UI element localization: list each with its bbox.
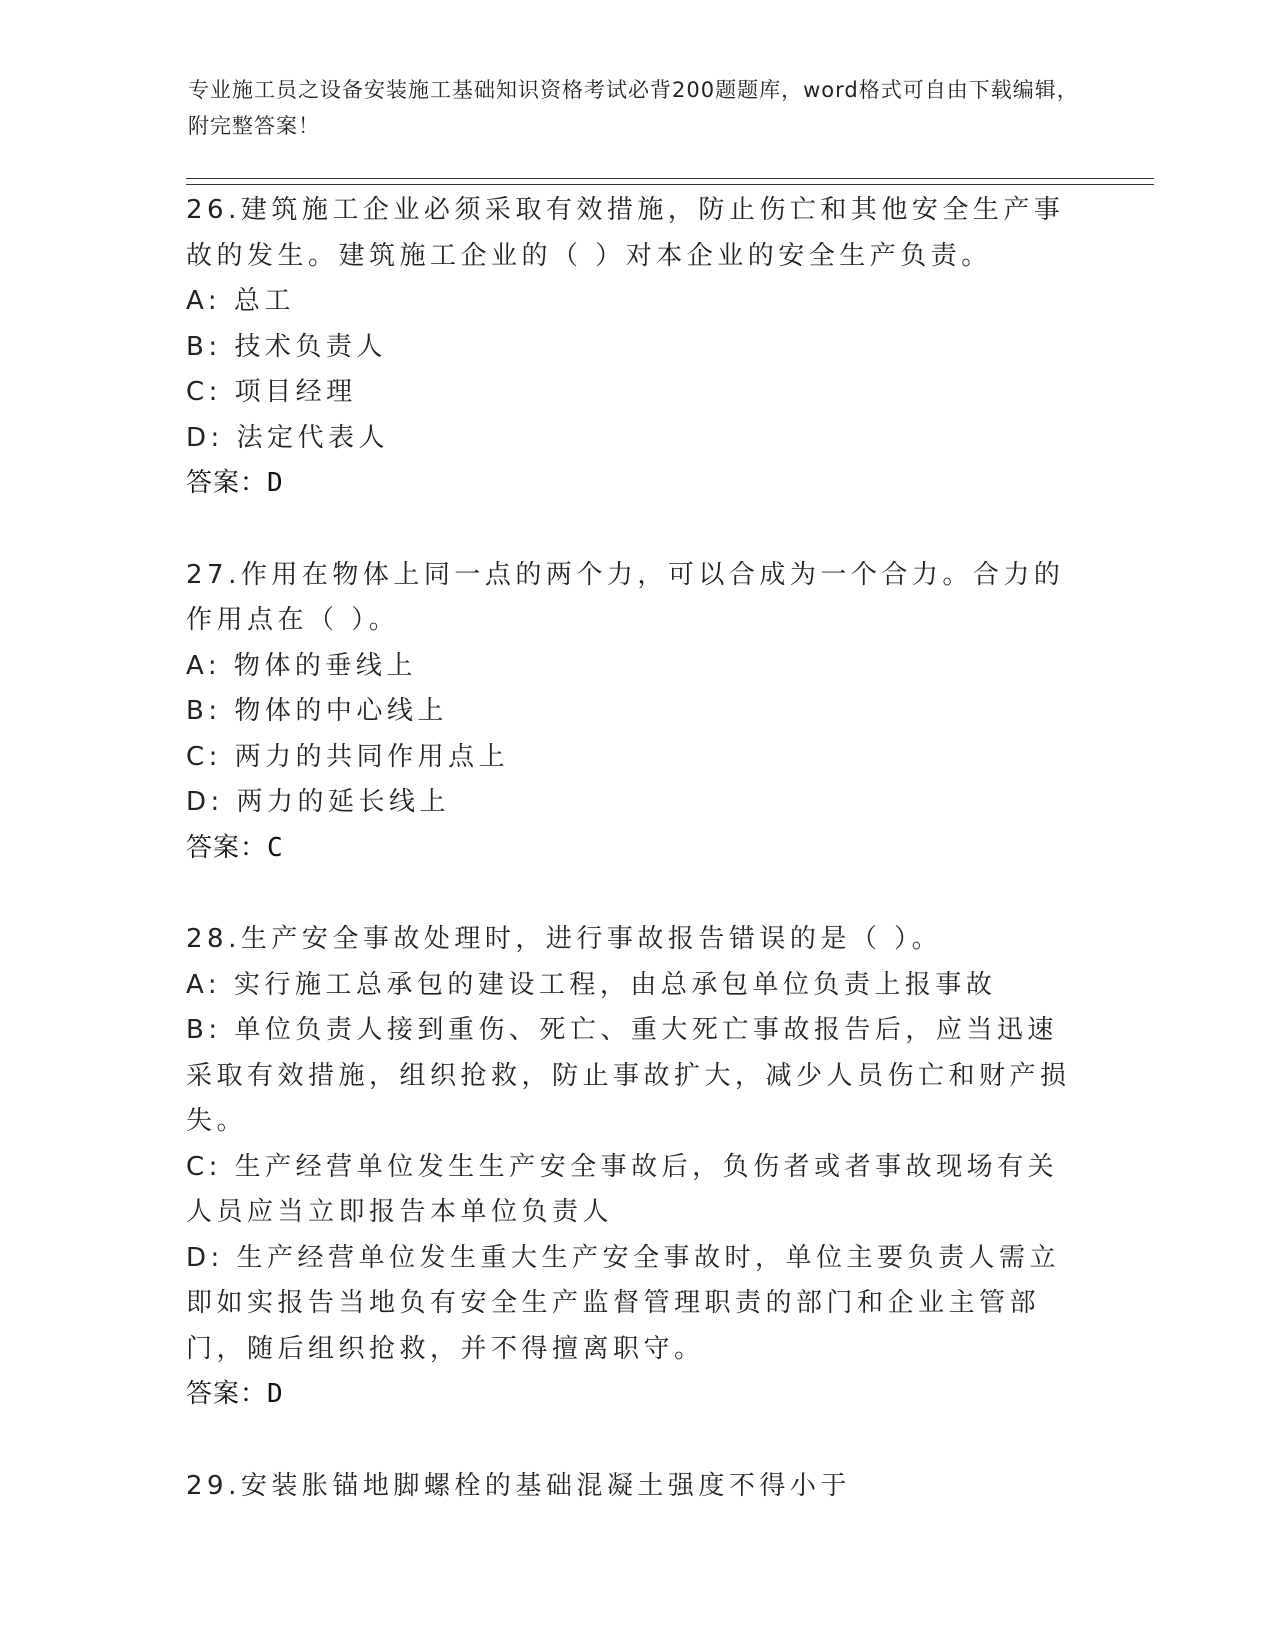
question-stem: 26.建筑施工企业必须采取有效措施，防止伤亡和其他安全生产事故的发生。建筑施工企业的（ ）对本企业的安全生产负责。	[186, 195, 1065, 271]
answer-line	[186, 1372, 1086, 1418]
question-29	[186, 1464, 1086, 1510]
question-27	[186, 553, 1086, 872]
question-26	[186, 188, 1086, 507]
answer-label: 答案：	[186, 468, 268, 498]
answer-value: D	[267, 1379, 284, 1409]
header-divider-top	[186, 178, 1154, 179]
option-b: B: 物体的中心线上	[186, 696, 448, 726]
question-stem: 27.作用在物体上同一点的两个力，可以合成为一个合力。合力的作用点在（ ）。	[186, 559, 1065, 635]
option-a: A: 总工	[186, 286, 295, 316]
answer-label: 答案：	[186, 1379, 268, 1409]
option-b: B: 单位负责人接到重伤、死亡、重大死亡事故报告后，应当迅速采取有效措施，组织抢救，防止事故扩大，减少人员伤亡和财产损失。	[186, 1015, 1071, 1136]
question-stem: 29.安装胀锚地脚螺栓的基础混凝土强度不得小于	[186, 1470, 851, 1501]
answer-value: C	[267, 832, 284, 863]
question-list	[186, 188, 1086, 1509]
option-a: A: 物体的垂线上	[186, 650, 417, 681]
answer-label: 答案：	[186, 832, 268, 863]
option-d: D: 生产经营单位发生重大生产安全事故时，单位主要负责人需立即如实报告当地负有安全生产监督管理职责的部门和企业主管部门，随后组织抢救，并不得擅离职守。	[186, 1242, 1061, 1364]
answer-line	[186, 826, 1086, 872]
option-c: C: 两力的共同作用点上	[186, 741, 510, 772]
document-header: 专业施工员之设备安装施工基础知识资格考试必背200题题库，word格式可自由下载编辑，附完整答案！	[188, 78, 1079, 138]
option-c: C: 生产经营单位发生生产安全事故后，负伤者或者事故现场有关人员应当立即报告本单位负责人	[186, 1151, 1059, 1227]
option-d: D: 两力的延长线上	[186, 787, 451, 817]
option-c: C: 项目经理	[186, 377, 357, 407]
header-divider-bottom	[186, 184, 1154, 185]
answer-line	[186, 461, 1086, 507]
question-stem: 28.生产安全事故处理时，进行事故报告错误的是（ ）。	[186, 924, 943, 954]
option-a: A: 实行施工总承包的建设工程，由总承包单位负责上报事故	[186, 969, 997, 1000]
question-28	[186, 917, 1086, 1418]
option-d: D: 法定代表人	[186, 422, 390, 453]
option-b: B: 技术负责人	[186, 331, 387, 362]
answer-value: D	[267, 468, 284, 498]
